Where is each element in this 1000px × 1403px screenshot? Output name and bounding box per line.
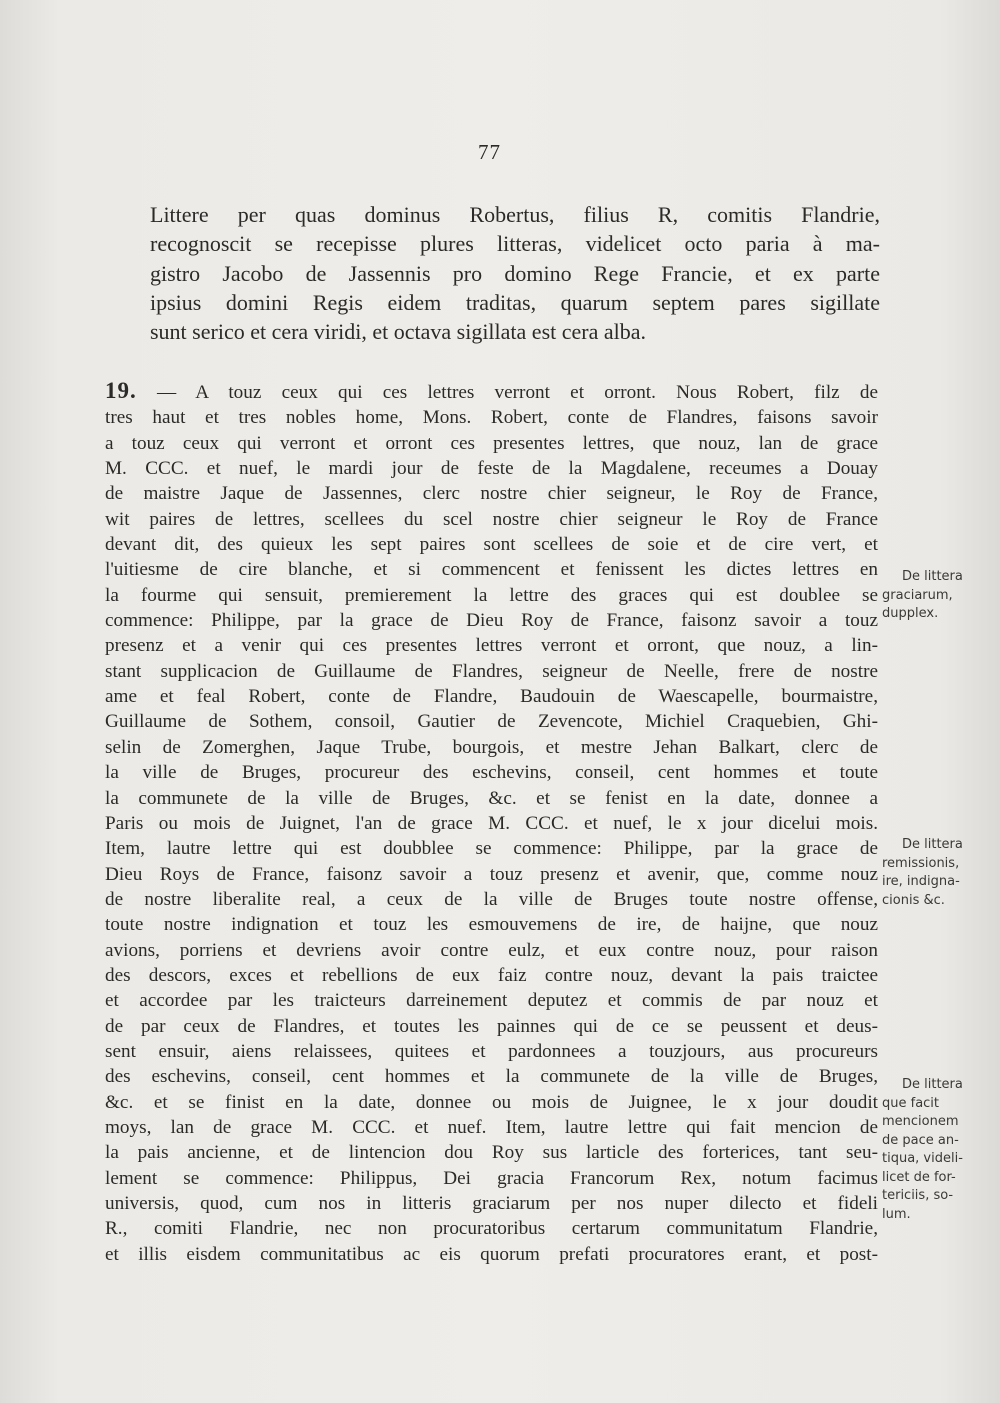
summary-line: Littere per quas dominus Robertus, filius R, comitis Flandrie, bbox=[150, 202, 880, 227]
margin-line: cionis &c. bbox=[882, 892, 945, 908]
body-line: universis, quod, cum nos in litteris graciarum per nos nuper dilecto et fideli bbox=[105, 1193, 878, 1214]
body-line-first bbox=[105, 378, 878, 405]
margin-note-pace-antiqua bbox=[882, 1076, 996, 1224]
body-line: lement se commence: Philippus, Dei gracia Francorum Rex, notum facimus bbox=[105, 1167, 878, 1189]
body-line: de par ceux de Flandres, et toutes les painnes qui de ce se peussent et deus- bbox=[105, 1015, 878, 1037]
summary-line: recognoscit se recepisse plures litteras, videlicet octo paria à ma- bbox=[150, 231, 880, 257]
summary-line: ipsius domini Regis eidem traditas, quarum septem pares sigillate bbox=[150, 289, 880, 315]
margin-line: De littera bbox=[902, 1077, 963, 1092]
margin-line: De littera bbox=[902, 837, 963, 852]
body-line: Paris ou mois de Juignet, l'an de grace M. CCC. et nuef, le x jour dicelui mois. bbox=[105, 812, 878, 834]
margin-line: lum. bbox=[882, 1206, 911, 1222]
margin-line: tiqua, videli- bbox=[882, 1151, 963, 1166]
body-line: la pais ancienne, et de lintencion dou Roy sus larticle des forterices, tant seu- bbox=[105, 1142, 878, 1164]
body-line: M. CCC. et nuef, le mardi jour de feste de la Magdalene, receumes a Douay bbox=[105, 458, 878, 480]
body-line: sent ensuir, aiens relaissees, quitees et pardonnees a touzjours, aus procureurs bbox=[105, 1040, 878, 1062]
margin-line: graciarum, bbox=[882, 587, 953, 603]
margin-line: remissionis, bbox=[882, 855, 960, 871]
body-line: Item, lautre lettre qui est doubblee se commence: Philippe, par la grace de bbox=[105, 838, 878, 860]
margin-note-graciarum bbox=[882, 568, 996, 624]
summary-line: sunt serico et cera viridi, et octava sigillata est cera alba. bbox=[150, 319, 646, 345]
margin-line: licet de for- bbox=[882, 1169, 956, 1185]
body-line: et illis eisdem communitatibus ac eis quorum prefati procuratores erant, et post- bbox=[105, 1243, 878, 1265]
body-line: a touz ceux qui verront et orront ces presentes lettres, que nouz, lan de grace bbox=[105, 432, 878, 454]
body-line: wit paires de lettres, scellees du scel nostre chier seigneur le Roy de France bbox=[105, 508, 878, 530]
margin-line: ire, indigna- bbox=[882, 874, 960, 889]
body-line: Guillaume de Sothem, consoil, Gautier de Zevencote, Michiel Craquebien, Ghi- bbox=[105, 711, 878, 733]
body-line: presenz et a venir qui ces presentes lettres verront et orront, que nouz, a lin- bbox=[105, 635, 878, 657]
body-line: des descors, exces et rebellions de eux faiz contre nouz, devant la pais traictee bbox=[105, 964, 878, 986]
margin-line: tericiis, so- bbox=[882, 1188, 954, 1203]
summary-line: gistro Jacobo de Jassennis pro domino Rege Francie, et ex parte bbox=[150, 260, 880, 286]
first-line-text: — A touz ceux qui ces lettres verront et orront. Nous Robert, filz de bbox=[156, 382, 879, 403]
body-line: R., comiti Flandrie, nec non procuratoribus certarum communitatum Flandrie, bbox=[105, 1218, 878, 1240]
body-line: des eschevins, conseil, cent hommes et la communete de la ville de Bruges, bbox=[105, 1066, 878, 1088]
body-line: devant dit, des quieux les sept paires sont scellees de soie et de cire vert, et bbox=[105, 534, 878, 556]
body-line: stant supplicacion de Guillaume de Flandres, seigneur de Neelle, frere de nostre bbox=[105, 660, 878, 682]
body-line: la communete de la ville de Bruges, &c. et se fenist en la date, donnee a bbox=[105, 787, 878, 809]
document-body bbox=[105, 378, 878, 1267]
body-line: Dieu Roys de France, faisonz savoir a touz presenz et avenir, que, comme nouz bbox=[105, 863, 878, 885]
margin-line: que facit bbox=[882, 1095, 940, 1111]
margin-line: mencionem bbox=[882, 1114, 959, 1129]
body-line: la fourme qui sensuit, premierement la lettre des graces qui est doublee se bbox=[105, 584, 878, 606]
margin-note-remissionis bbox=[882, 836, 996, 910]
body-line: la ville de Bruges, procureur des eschevins, conseil, cent hommes et toute bbox=[105, 762, 878, 784]
page-number: 77 bbox=[478, 140, 501, 164]
body-line: l'uitiesme de cire blanche, et si commencent et fenissent les dictes lettres en bbox=[105, 559, 878, 581]
body-line: ame et feal Robert, conte de Flandre, Baudouin de Waescapelle, bourmaistre, bbox=[105, 686, 878, 708]
body-line: avions, porriens et devriens avoir contre eulz, et eux contre nouz, pour raison bbox=[105, 939, 878, 961]
body-line: tres haut et tres nobles home, Mons. Robert, conte de Flandres, faisons savoir bbox=[105, 407, 878, 429]
body-line: moys, lan de grace M. CCC. et nuef. Item, lautre lettre qui fait mencion de bbox=[105, 1116, 878, 1138]
body-line: et accordee par les traicteurs darreinement deputez et commis de par nouz et bbox=[105, 990, 878, 1012]
body-line: selin de Zomerghen, Jaque Trube, bourgois, et mestre Jehan Balkart, clerc de bbox=[105, 736, 878, 758]
document-number: 19. bbox=[105, 378, 137, 403]
body-line: de maistre Jaque de Jassennes, clerc nostre chier seigneur, le Roy de France, bbox=[105, 483, 878, 505]
margin-line: de pace an- bbox=[882, 1132, 959, 1148]
margin-line: dupplex. bbox=[882, 606, 939, 621]
body-line: commence: Philippe, par la grace de Dieu Roy de France, faisonz savoir a touz bbox=[105, 610, 878, 632]
margin-line: De littera bbox=[902, 569, 963, 584]
body-line: de nostre liberalite real, a ceux de la ville de Bruges toute nostre offense, bbox=[105, 888, 878, 910]
document-summary bbox=[150, 200, 880, 346]
body-line: toute nostre indignation et touz les esmouvemens de ire, de haijne, que nouz bbox=[105, 914, 878, 936]
body-line: &c. et se finist en la date, donnee ou mois de Juignee, le x jour doudit bbox=[105, 1091, 878, 1113]
